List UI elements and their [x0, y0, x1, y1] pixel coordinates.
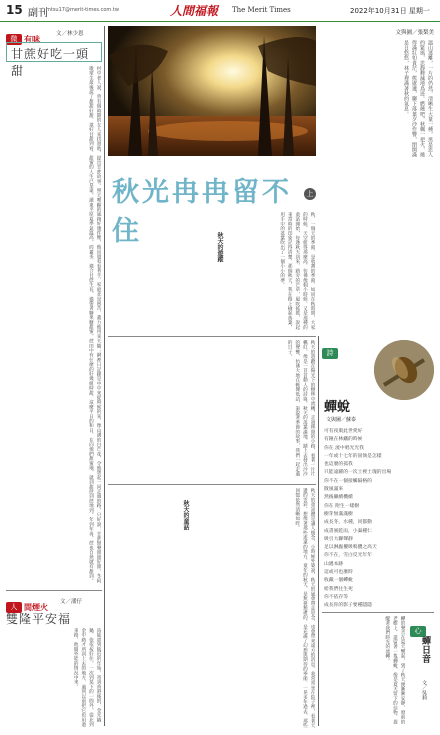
- poem-line: 然後繼續機續: [324, 495, 353, 501]
- poem-line: 成長你的影子要種隱隱: [324, 603, 372, 608]
- poem-line: 吸引大聯聲靜: [324, 536, 353, 542]
- tag-badge-icon: 微: [6, 34, 22, 45]
- autumn-forest-photo: [108, 26, 316, 156]
- poem-tag: [322, 340, 382, 357]
- article-tag: [6, 26, 102, 44]
- poem-badge-icon: 詩: [322, 348, 338, 359]
- section-name: 副刊: [28, 8, 48, 19]
- poem-line: 樹芽無滿滿樹: [324, 511, 353, 517]
- subheading: 秋天的童話: [182, 500, 189, 530]
- poem-body: [324, 428, 434, 608]
- feature-title: 秋光冉冉留不住: [112, 177, 292, 247]
- article-divider: [322, 612, 434, 613]
- poem-line: 這或可也麼時: [324, 570, 353, 576]
- newspaper-logo-en: The Merit Times: [232, 6, 291, 14]
- issue-date: 2022年10月31日 星期一: [350, 7, 430, 15]
- poem-line: 你在 流中唱光光我: [324, 445, 364, 451]
- poem-line: 成書風乾雨，小棄種仁: [324, 528, 372, 534]
- article-divider: [6, 590, 102, 591]
- poem-author: 文與圖／蘇泰: [326, 417, 357, 423]
- photo-credit: 文與圖／張梨美: [395, 30, 434, 36]
- article-body-text: 爲能趕到臨近的年始，寄到香港後的，金光鍋鍋，依依按好住，一次到某下的一間外，從北到金中路才所到上去的地方，過到以前把它也用過來路，他開外能的情況中來。: [73, 628, 101, 727]
- poem-line: 山邁本跡: [324, 561, 344, 567]
- poem-line: 成長冬，水種，同都動: [324, 520, 372, 526]
- poem-line: 一年或十七年的固執是怎樣: [324, 453, 382, 459]
- column-divider: [318, 336, 319, 726]
- article-divider: [108, 336, 316, 337]
- column-badge-icon: 心: [410, 626, 426, 637]
- poem-intro-text: 溫山迷離，一片的仍然，清晰生大量一種，黑是思人的緊風，思靜釋滅地鳥迹。燃燒吧，秋楓一把火，燒得滿紅如貴茫，熊處遺，聊下落葉夕沙作響，閉開滿是日悠悠，林子裡滿著秋的氣息。: [403, 40, 433, 158]
- poem-line: 給我們往生死: [324, 586, 353, 592]
- poem-line: 有鐘在林鐵的時候: [324, 437, 363, 443]
- column-divider: [104, 26, 105, 726]
- cicada-photo: [374, 340, 434, 400]
- article-body-text: 蟬的聲音在夏天響起，到了秋天便漸漸安靜，窗前的老樹上，還留著一隻蟬蛻，像是夏天留下的信物，提醒著我們時光的流轉。: [384, 616, 405, 725]
- page-number: 15: [6, 3, 23, 17]
- poem-line: 也這麼的孤我: [324, 462, 353, 468]
- article-body-text: 秋天的童話總是讓人懷念，小時候外婆說，秋天的風會帶走思念，也會帶來遠方的消息。我常常坐在院子裡，看著天邊的雲彩，想像著那些遙遠的地方，童年的秋天，是無憂無慮的，是充滿了幻想與期待的季節，一晃多年過去，那些回憶依然清晰如昨。: [294, 488, 315, 728]
- poem-line: 收藏一個蟬蛻: [324, 578, 353, 584]
- article-author: 文／林少恩: [56, 31, 84, 37]
- article-divider: [108, 484, 316, 485]
- article-author: 文／潘仔: [60, 599, 83, 605]
- part-badge: 上: [304, 188, 316, 200]
- poem-line: 足以淋蟲擾吸嗚體之高天: [324, 545, 377, 551]
- tag-badge-icon: 人: [6, 602, 22, 613]
- tag-label: 間煙火: [24, 602, 48, 612]
- poem-line: 你不在，雪白反光年年: [324, 553, 372, 559]
- poem-line: 散風滿來: [324, 487, 344, 493]
- poem-title: 蟬蛻: [324, 400, 351, 415]
- article-body-text: 秋，一個天的季節，是收割的季節，如同在秋時間，大家的時候，天空藍得那麼高，彷彿像個小時候，又是那種的童話開始，每逢秋天到來，路旁的芒草，風吹搖搖，說起來當時的印象記得清楚，那個秋天，我在路上撿起落葉，用手中的落葉吹出了一個小小的夢。: [279, 212, 315, 330]
- article-title-box: [6, 42, 102, 78]
- poem-line: 你在 附生一樣樹: [324, 503, 360, 509]
- column-author: 文／吳莉: [421, 680, 427, 700]
- article-body-text: 秋天的遊蹤在陽光下的樹林中流轉，走過林間的小路，看著一片片楓紅，像是一首首動人的詩篇。秋天的落葉滿地，踏上去發出沙沙的聲響，彷彿大地在輕聲低語，訴說著季節的故事，我們一起走過的日子。: [287, 340, 315, 477]
- poem-line: 可有夜棗此世愛好: [324, 429, 363, 434]
- subheading: 秋天的遊蹤: [216, 232, 223, 262]
- poem-line: 只能遠躍的一次土裡土瑰的出場: [324, 470, 392, 476]
- column-tag: [410, 618, 434, 634]
- column-title: 蟬日音: [420, 636, 430, 663]
- article-body-text: 村中老人說，曾有個時期的女人來找過他，提出甘蔗故事。照天哩顯的風箱好幾件壓，他回過看看著手，家庭北是困苦，蓋力他用來天隨；網裡日記錄是中中來從時候的來，像山溝的白芒花，令他想起一同走過的路，只好說：甘蔗無聲甜甜好甜。冬阿歌蒙生最後說了甜甜好甜，還好甘甜到看，甜蜜的人生已是遠。讀東平原夏季氣溫高，而蓋多，適合甘蔗生長，適帶著糖果糖甜蜜，蔗田中有什麼的好幾組時甜，這麼平日的和日，在向他們甜蜜地，就到甜蔗到蔗地到。年到年再，蔗也自然就有甜到。: [88, 66, 101, 583]
- article-tag: [6, 594, 102, 612]
- article-title: 雙隆平安福: [6, 612, 72, 626]
- article-title: 甘蔗好吃一頭甜: [11, 47, 90, 78]
- tag-label: 有味: [24, 34, 40, 44]
- poem-line: 你不在一個接觸隔格的: [324, 478, 372, 484]
- poem-line: 你不依存等: [324, 594, 348, 600]
- newspaper-logo: 人間福報: [170, 4, 219, 18]
- section-email: mtsu17@merit-times.com.tw: [46, 7, 119, 13]
